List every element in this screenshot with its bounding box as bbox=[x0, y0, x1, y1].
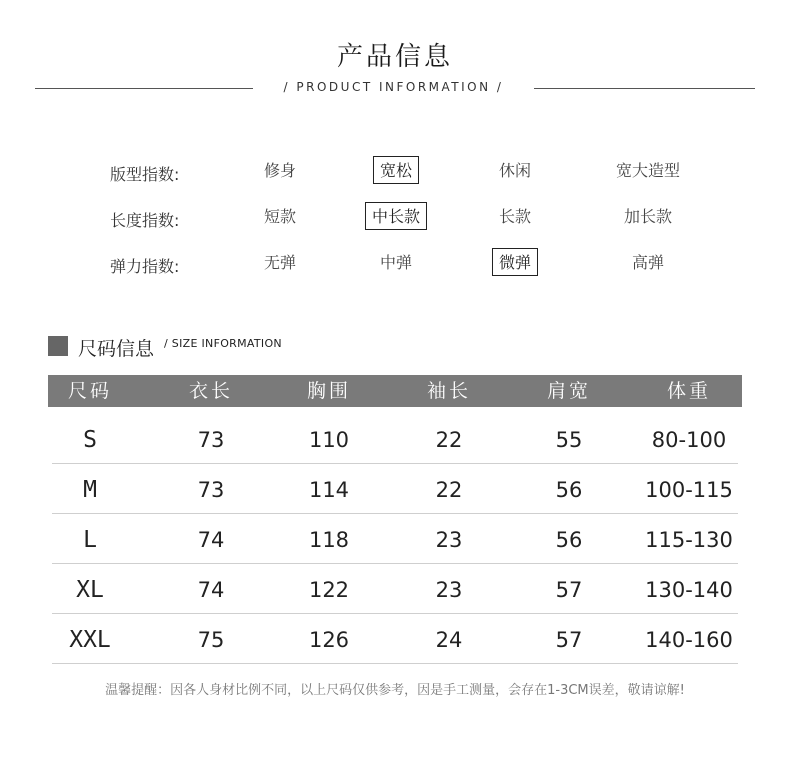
attribute-option-selected: 宽松 bbox=[373, 156, 419, 184]
size-cell: L bbox=[83, 527, 97, 553]
size-cell: XXL bbox=[69, 627, 111, 653]
table-row bbox=[48, 514, 742, 564]
table-row bbox=[48, 464, 742, 514]
table-cell: 80-100 bbox=[651, 428, 727, 452]
size-cell: XL bbox=[76, 577, 104, 603]
attribute-option: 修身 bbox=[263, 161, 297, 180]
attribute-option: 中弹 bbox=[379, 253, 413, 272]
table-cell: 115-130 bbox=[645, 528, 733, 552]
column-header: 尺码 bbox=[67, 380, 113, 402]
size-cell: M bbox=[83, 477, 97, 503]
attribute-option-selected: 中长款 bbox=[365, 202, 427, 230]
table-cell: 122 bbox=[308, 578, 350, 602]
table-cell: 73 bbox=[197, 478, 225, 502]
attribute-option: 长款 bbox=[498, 207, 532, 226]
column-header: 胸围 bbox=[306, 380, 352, 402]
size-table-header bbox=[48, 375, 742, 407]
table-cell: 24 bbox=[435, 628, 463, 652]
table-cell: 23 bbox=[435, 528, 463, 552]
column-header: 衣长 bbox=[188, 380, 234, 402]
attribute-row bbox=[0, 202, 790, 232]
table-cell: 114 bbox=[308, 478, 350, 502]
table-cell: 75 bbox=[197, 628, 225, 652]
table-cell: 57 bbox=[555, 578, 583, 602]
size-section-subtitle: / SIZE INFORMATION bbox=[164, 337, 282, 350]
attribute-option: 加长款 bbox=[623, 207, 673, 226]
attribute-option-selected: 微弹 bbox=[492, 248, 538, 276]
attribute-option: 休闲 bbox=[498, 161, 532, 180]
table-cell: 130-140 bbox=[645, 578, 733, 602]
table-row bbox=[48, 564, 742, 614]
attribute-label: 版型指数: bbox=[110, 165, 180, 184]
subtitle-row bbox=[0, 80, 790, 98]
table-cell: 74 bbox=[197, 578, 225, 602]
size-cell: S bbox=[83, 427, 97, 453]
table-cell: 56 bbox=[555, 478, 583, 502]
attribute-label: 长度指数: bbox=[110, 211, 180, 230]
attribute-row bbox=[0, 156, 790, 186]
table-row bbox=[48, 414, 742, 464]
page-subtitle: / PRODUCT INFORMATION / bbox=[283, 80, 504, 94]
table-cell: 22 bbox=[435, 428, 463, 452]
table-cell: 56 bbox=[555, 528, 583, 552]
attribute-option: 短款 bbox=[263, 207, 297, 226]
table-cell: 74 bbox=[197, 528, 225, 552]
row-divider bbox=[52, 663, 738, 664]
size-table bbox=[48, 375, 742, 664]
column-header: 袖长 bbox=[426, 380, 472, 402]
table-cell: 22 bbox=[435, 478, 463, 502]
page-title: 产品信息 bbox=[336, 42, 453, 72]
attribute-row bbox=[0, 248, 790, 278]
table-cell: 55 bbox=[555, 428, 583, 452]
column-header: 体重 bbox=[666, 380, 712, 402]
attribute-label: 弹力指数: bbox=[110, 257, 180, 276]
table-cell: 100-115 bbox=[645, 478, 733, 502]
size-section-title: 尺码信息 bbox=[78, 338, 155, 360]
table-row bbox=[48, 614, 742, 664]
section-square-icon bbox=[48, 336, 68, 356]
column-header: 肩宽 bbox=[546, 380, 592, 402]
divider-right bbox=[534, 88, 755, 89]
size-table-body bbox=[48, 414, 742, 664]
attribute-option: 宽大造型 bbox=[615, 161, 681, 180]
table-cell: 140-160 bbox=[645, 628, 733, 652]
table-cell: 110 bbox=[308, 428, 350, 452]
table-cell: 126 bbox=[308, 628, 350, 652]
attribute-option: 无弹 bbox=[263, 253, 297, 272]
divider-left bbox=[35, 88, 253, 89]
size-note: 温馨提醒：因各人身材比例不同，以上尺码仅供参考，因是手工测量，会存在1-3CM误差，敬请谅解! bbox=[105, 683, 685, 698]
table-cell: 23 bbox=[435, 578, 463, 602]
table-cell: 57 bbox=[555, 628, 583, 652]
table-cell: 73 bbox=[197, 428, 225, 452]
table-cell: 118 bbox=[308, 528, 350, 552]
attribute-option: 高弹 bbox=[631, 253, 665, 272]
